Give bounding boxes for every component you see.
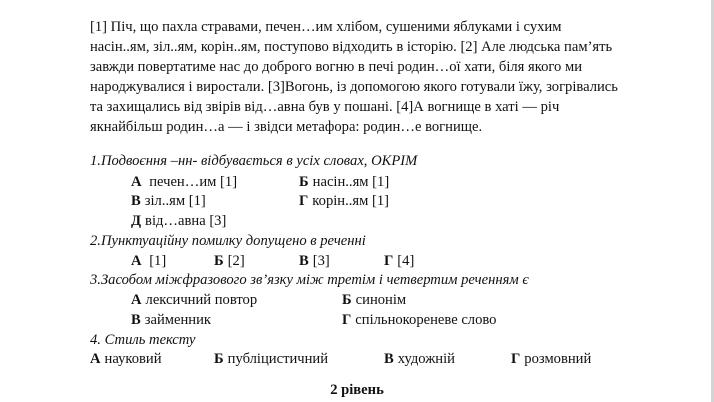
q3-option-g: [342, 312, 496, 329]
option-letter: А: [131, 253, 142, 269]
q4-option-b: [214, 351, 328, 368]
option-text: від…авна [3]: [145, 213, 227, 229]
option-text: спільнокореневе слово: [355, 312, 497, 328]
option-text: науковий: [104, 351, 162, 367]
option-letter: Г: [384, 253, 394, 269]
option-letter: Г: [511, 351, 521, 367]
option-text: художній: [397, 351, 455, 367]
passage-line: та захищались від звірів від…авна був у пошані. [4]А вогнище в хаті — річ: [90, 99, 560, 115]
question-4: 4. Стиль тексту: [90, 332, 196, 348]
option-letter: Б: [299, 174, 309, 190]
option-letter: В: [299, 253, 309, 269]
question-2: 2.Пунктуаційну помилку допущено в реченні: [90, 233, 366, 249]
q3-option-b: [342, 292, 406, 309]
question-1: 1.Подвоєння –нн- відбувається в усіх словах, ОКРІМ: [90, 153, 418, 169]
option-letter: А: [90, 351, 101, 367]
q2-option-a: [131, 253, 166, 270]
q3-option-v: [131, 312, 211, 329]
passage-line: насін..ям, зіл..ям, корін..ям, поступово відходить в історію. [2] Але людська пам’ять: [90, 39, 613, 55]
option-text: розмовний: [524, 351, 592, 367]
q1-option-v: [131, 193, 206, 210]
option-text: синонім: [355, 292, 407, 308]
option-text: насін..ям [1]: [312, 174, 390, 190]
passage: [90, 17, 650, 137]
question-3: 3.Засобом міжфразового зв’язку між третім і четвертим реченням є: [90, 272, 529, 288]
option-letter: В: [131, 312, 141, 328]
option-text: займенник: [144, 312, 212, 328]
option-text: [4]: [397, 253, 415, 269]
q2-option-g: [384, 253, 414, 270]
q1-option-b: [299, 174, 389, 191]
option-letter: В: [131, 193, 141, 209]
option-letter: Г: [342, 312, 352, 328]
passage-line: народжувалися і виростали. [3]Вогонь, із допомогою якого готували їжу, зогрівались: [90, 79, 618, 95]
option-text: корін..ям [1]: [312, 193, 390, 209]
q1-option-a: [131, 174, 237, 191]
q4-option-v: [384, 351, 455, 368]
option-text: зіл..ям [1]: [144, 193, 206, 209]
option-letter: Б: [214, 253, 224, 269]
q1-option-g: [299, 193, 389, 210]
passage-line: завжди повертатиме нас до доброго вогню в печі родин…ої хати, біля якого ми: [90, 59, 583, 75]
option-text: [1]: [145, 253, 167, 269]
q4-option-g: [511, 351, 591, 368]
option-letter: В: [384, 351, 394, 367]
q4-option-a: [90, 351, 162, 368]
option-text: печен…им [1]: [145, 174, 238, 190]
q1-option-d: [131, 213, 226, 230]
option-letter: Д: [131, 213, 142, 229]
option-text: [2]: [227, 253, 245, 269]
passage-line: [1] Піч, що пахла стравами, печен…им хлібом, сушеними яблуками і сухим: [90, 19, 562, 35]
option-text: [3]: [312, 253, 330, 269]
option-letter: Г: [299, 193, 309, 209]
option-letter: А: [131, 174, 142, 190]
passage-line: якнайбільш родин…а — і звідси метафора: родин…е вогнище.: [90, 119, 483, 135]
option-text: публіцистичний: [227, 351, 329, 367]
q2-option-b: [214, 253, 245, 270]
option-text: лексичний повтор: [145, 292, 258, 308]
level-heading: 2 рівень: [330, 382, 384, 398]
q3-option-a: [131, 292, 257, 309]
option-letter: Б: [214, 351, 224, 367]
option-letter: А: [131, 292, 142, 308]
option-letter: Б: [342, 292, 352, 308]
q2-option-v: [299, 253, 330, 270]
